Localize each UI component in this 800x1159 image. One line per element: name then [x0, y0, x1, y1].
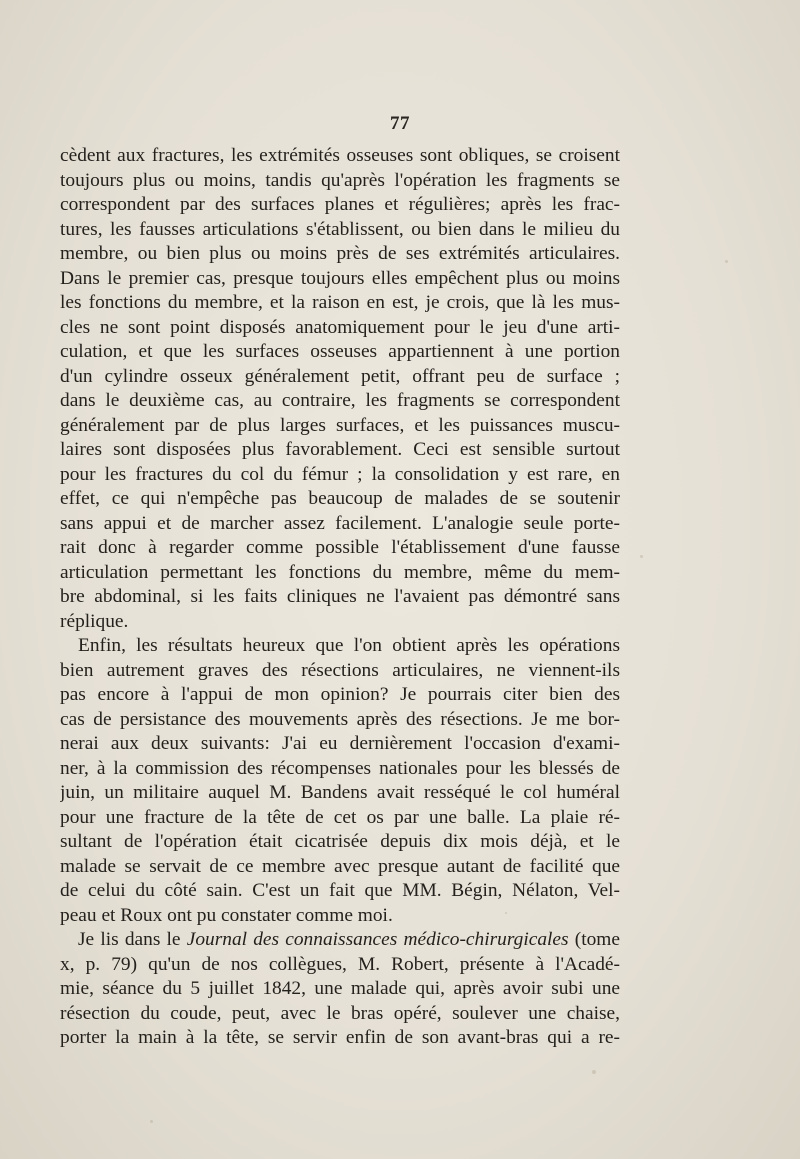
page-number: 77: [390, 113, 410, 134]
text-line: ner, à la commission des récompenses nationales pour les blessés de: [60, 757, 620, 779]
text-line: cles ne sont point disposés anatomiquement pour le jeu d'une arti-: [60, 316, 620, 338]
text-fragment: Je lis dans le: [78, 929, 187, 950]
text-line: dans le deuxième cas, au contraire, les fragments se correspondent: [60, 390, 620, 411]
text-line: correspondent par des surfaces planes et régulières; après les frac-: [60, 194, 620, 215]
text-line: réplique.: [60, 610, 129, 632]
text-line: pour une fracture de la tête de cet os par une balle. La plaie ré-: [60, 806, 620, 828]
text-line: peau et Roux ont pu constater comme moi.: [60, 904, 393, 926]
text-line: mie, séance du 5 juillet 1842, une malade qui, après avoir subi une: [60, 978, 620, 999]
text-line: sultant de l'opération était cicatrisée depuis dix mois déjà, et le: [60, 831, 620, 852]
body-text: [60, 144, 620, 1051]
text-line: tures, les fausses articulations s'établissent, ou bien dans le milieu du: [60, 218, 620, 240]
text-line: résection du coude, peut, avec le bras opéré, soulever une chaise,: [60, 1002, 620, 1024]
text-line: laires sont disposées plus favorablement. Ceci est sensible surtout: [60, 439, 620, 460]
text-line: rait donc à regarder comme possible l'établissement d'une fausse: [60, 537, 620, 558]
text-line: Dans le premier cas, presque toujours elles empêchent plus ou moins: [60, 267, 620, 289]
text-line: porter la main à la tête, se servir enfin de son avant-bras qui a re-: [60, 1027, 620, 1048]
text-line: [60, 928, 620, 953]
text-line: sans appui et de marcher assez facilement. L'analogie seule porte-: [60, 512, 620, 534]
text-line: culation, et que les surfaces osseuses appartiennent à une portion: [60, 341, 620, 362]
text-fragment: (tome: [568, 929, 620, 950]
text-line: nerai aux deux suivants: J'ai eu dernièrement l'occasion d'exami-: [60, 733, 620, 754]
journal-title: Journal des connaissances médico-chirurgicales: [186, 929, 569, 950]
text-line: malade se servait de ce membre avec presque autant de facilité que: [60, 855, 620, 877]
text-line: d'un cylindre osseux généralement petit, offrant peu de surface ;: [60, 365, 620, 387]
text-line: Enfin, les résultats heureux que l'on obtient après les opérations: [78, 635, 620, 656]
text-line: de celui du côté sain. C'est un fait que MM. Bégin, Nélaton, Vel-: [60, 880, 620, 901]
text-line: cèdent aux fractures, les extrémités osseuses sont obliques, se croisent: [60, 145, 620, 166]
text-line: bre abdominal, si les faits cliniques ne l'avaient pas démontré sans: [60, 586, 620, 607]
text-line: cas de persistance des mouvements après des résections. Je me bor-: [60, 708, 620, 730]
text-line: effet, ce qui n'empêche pas beaucoup de malades de se soutenir: [60, 488, 620, 509]
text-line: toujours plus ou moins, tandis qu'après l'opération les fragments se: [60, 169, 620, 191]
text-line: bien autrement graves des résections articulaires, ne viennent-ils: [60, 659, 620, 681]
text-line: x, p. 79) qu'un de nos collègues, M. Robert, présente à l'Acadé-: [60, 953, 620, 975]
text-line: articulation permettant les fonctions du membre, même du mem-: [60, 561, 620, 583]
text-line: juin, un militaire auquel M. Bandens avait resséqué le col huméral: [60, 782, 620, 803]
text-line: membre, ou bien plus ou moins près de ses extrémités articulaires.: [60, 243, 620, 264]
text-line: généralement par de plus larges surfaces, et les puissances muscu-: [60, 414, 620, 436]
text-line: pas encore à l'appui de mon opinion? Je pourrais citer bien des: [60, 684, 620, 705]
text-line: les fonctions du membre, et la raison en est, je crois, que là les mus-: [60, 292, 620, 313]
text-line: pour les fractures du col du fémur ; la consolidation y est rare, en: [60, 463, 620, 485]
